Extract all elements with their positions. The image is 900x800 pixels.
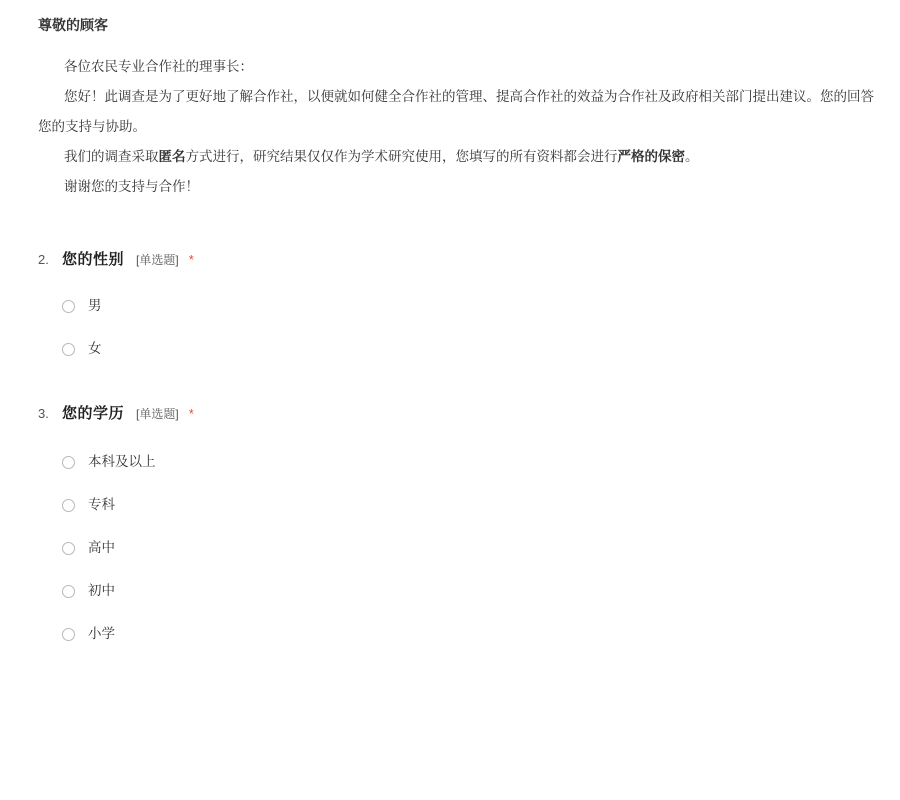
radio-option-female[interactable]: [62, 338, 900, 360]
radio-option-bachelor-or-above[interactable]: [62, 451, 900, 473]
radio-option-primary-school[interactable]: [62, 623, 900, 645]
question-education-options: [62, 451, 900, 645]
intro-paragraph-thanks: 谢谢您的支持与合作！: [64, 179, 199, 194]
survey-intro: [0, 0, 900, 202]
radio-option-bachelor-or-above-label: 本科及以上: [88, 454, 156, 469]
radio-option-middle-school[interactable]: [62, 580, 900, 602]
radio-icon[interactable]: [62, 343, 75, 356]
anon-suffix: 。: [685, 149, 699, 164]
radio-icon[interactable]: [62, 585, 75, 598]
radio-option-primary-school-label: 小学: [88, 626, 115, 641]
radio-option-male[interactable]: [62, 295, 900, 317]
radio-option-female-label: 女: [88, 341, 102, 356]
radio-option-high-school-label: 高中: [88, 540, 115, 555]
question-gender-required-asterisk: *: [188, 252, 194, 267]
radio-option-college-label: 专科: [88, 497, 115, 512]
intro-title: 尊敬的顾客: [38, 17, 108, 33]
intro-paragraph-support: 您的支持与协助。: [38, 119, 146, 134]
intro-body: [0, 52, 900, 202]
question-gender-title: 您的性别: [62, 251, 125, 268]
question-education-title: 您的学历: [62, 405, 125, 422]
anon-bold-confidential: 严格的保密: [617, 149, 685, 164]
question-education-header: [38, 402, 900, 423]
question-education-type: [单选题]: [136, 407, 179, 421]
anon-prefix: 我们的调查采取: [64, 149, 159, 164]
radio-option-middle-school-label: 初中: [88, 583, 115, 598]
radio-option-high-school[interactable]: [62, 537, 900, 559]
anon-middle: 方式进行，研究结果仅仅作为学术研究使用，您填写的所有资料都会进行: [185, 149, 618, 164]
question-education-number: 3.: [38, 406, 49, 421]
question-gender-type: [单选题]: [136, 253, 179, 267]
radio-option-college[interactable]: [62, 494, 900, 516]
radio-icon[interactable]: [62, 499, 75, 512]
intro-paragraph-purpose: 您好！此调查是为了更好地了解合作社，以便就如何健全合作社的管理、提高合作社的效益为合作社及政府相关部门提出建议。您的回答: [64, 89, 874, 104]
intro-paragraph-anonymous: [38, 142, 900, 172]
question-gender-options: [62, 295, 900, 360]
question-gender: [0, 248, 900, 360]
radio-icon[interactable]: [62, 300, 75, 313]
question-gender-number: 2.: [38, 252, 49, 267]
anon-bold-anonymous: 匿名: [158, 149, 186, 164]
question-education: [0, 402, 900, 645]
radio-option-male-label: 男: [88, 298, 102, 313]
intro-paragraph-salutation: 各位农民专业合作社的理事长：: [64, 59, 253, 74]
radio-icon[interactable]: [62, 542, 75, 555]
question-gender-header: [38, 248, 900, 269]
radio-icon[interactable]: [62, 456, 75, 469]
radio-icon[interactable]: [62, 628, 75, 641]
question-education-required-asterisk: *: [188, 406, 194, 421]
